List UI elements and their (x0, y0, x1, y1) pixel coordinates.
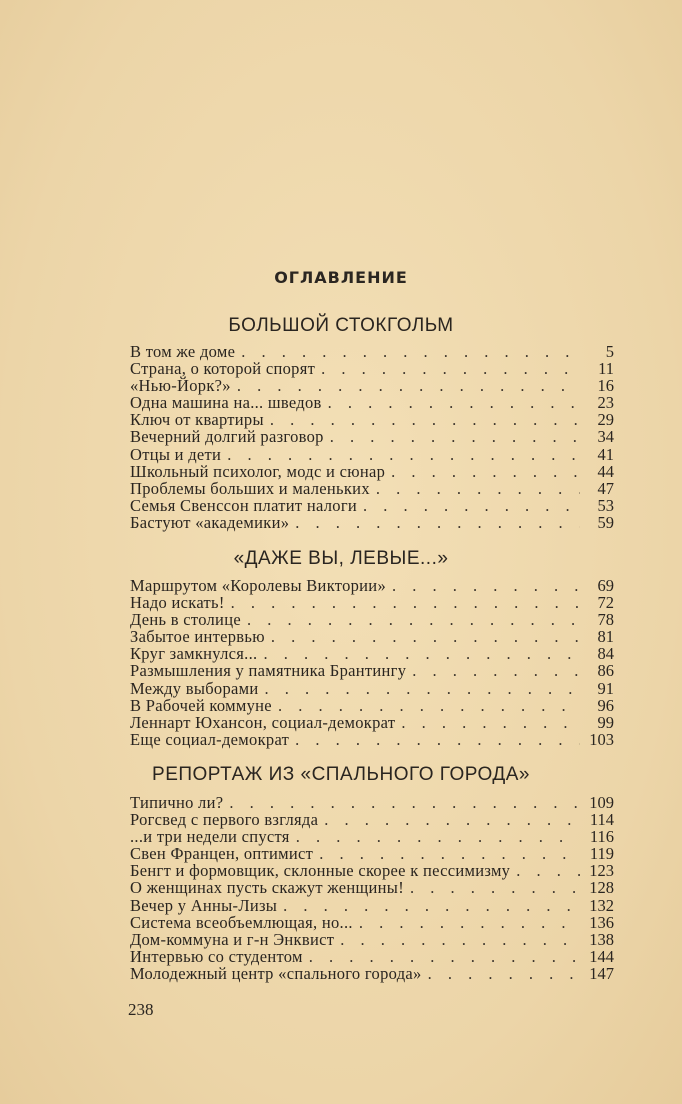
toc-entry (130, 446, 614, 463)
toc-entry (130, 714, 614, 731)
entry-page: 23 (597, 393, 614, 413)
entry-page: 138 (589, 929, 614, 949)
dot-leader (295, 514, 580, 531)
dot-leader (363, 497, 580, 514)
toc-entry (130, 594, 614, 611)
entry-page: 47 (597, 478, 614, 498)
section-heading: БОЛЬШОЙ СТОКГОЛЬМ (228, 315, 454, 336)
dot-leader (271, 628, 580, 645)
toc-entry (130, 377, 614, 394)
dot-leader (309, 948, 580, 965)
entry-title: В Рабочей коммуне (130, 695, 272, 715)
dot-leader (391, 463, 580, 480)
entry-title: Свен Францен, оптимист (130, 844, 314, 864)
dot-leader (241, 343, 580, 360)
entry-page: 78 (597, 610, 614, 630)
entry-title: Система всеобъемлющая, но... (130, 912, 353, 932)
toc-entry (130, 897, 614, 914)
entry-title: О женщинах пусть скажут женщины! (130, 878, 404, 898)
toc-title: ОГЛАВЛЕНИЕ (274, 268, 408, 287)
toc-entry (130, 577, 614, 594)
entry-title: В том же доме (130, 342, 236, 361)
entry-title: Леннарт Юхансон, социал-демократ (130, 712, 396, 732)
entry-page: 123 (589, 861, 614, 881)
toc-entry (130, 628, 614, 645)
toc-entry (130, 931, 614, 948)
entry-page: 96 (597, 695, 614, 715)
entry-title: Дом-коммуна и г-н Энквист (130, 929, 335, 949)
dot-leader (227, 446, 580, 463)
entry-page: 72 (597, 593, 614, 613)
entry-page: 11 (598, 359, 614, 379)
entry-page: 53 (597, 495, 614, 515)
entry-page: 119 (589, 844, 614, 864)
entry-title: Вечер у Анны-Лизы (130, 895, 278, 915)
section-heading: РЕПОРТАЖ ИЗ «СПАЛЬНОГО ГОРОДА» (152, 764, 530, 785)
dot-leader (270, 411, 580, 428)
entry-title: Маршрутом «Королевы Виктории» (130, 576, 386, 595)
dot-leader (392, 577, 580, 594)
toc-list (130, 577, 614, 748)
toc-entry (130, 514, 614, 531)
entry-page: 136 (589, 912, 614, 932)
dot-leader (330, 428, 580, 445)
entry-page: 41 (597, 444, 614, 464)
dot-leader (376, 480, 580, 497)
toc-entry (130, 428, 614, 445)
entry-page: 44 (597, 461, 614, 481)
dot-leader (265, 680, 580, 697)
entry-title: Круг замкнулся... (130, 644, 258, 664)
toc-entry (130, 662, 614, 679)
dot-leader (412, 662, 580, 679)
dot-leader (283, 897, 580, 914)
entry-page: 16 (597, 376, 614, 396)
dot-leader (321, 360, 580, 377)
entry-page: 144 (589, 946, 614, 966)
entry-page: 91 (597, 678, 614, 698)
toc-entry (130, 948, 614, 965)
toc-entry (130, 731, 614, 748)
entry-title: Семья Свенссон платит налоги (130, 495, 358, 515)
toc-entry (130, 463, 614, 480)
section-heading: «ДАЖЕ ВЫ, ЛЕВЫЕ...» (233, 548, 449, 569)
dot-leader (237, 377, 580, 394)
entry-title: Размышления у памятника Брантингу (130, 661, 407, 681)
entry-page: 147 (589, 963, 614, 983)
toc-entry (130, 645, 614, 662)
toc-entry (130, 680, 614, 697)
dot-leader (319, 845, 580, 862)
dot-leader (324, 811, 580, 828)
entry-title: Страна, о которой спорят (130, 359, 316, 379)
dot-leader (401, 714, 580, 731)
entry-title: Школьный психолог, модс и сюнар (130, 461, 386, 481)
entry-title: Между выборами (130, 678, 259, 698)
entry-page: 99 (597, 712, 614, 732)
entry-title: Бастуют «академики» (130, 512, 290, 532)
entry-title: Одна машина на... шведов (130, 393, 322, 413)
dot-leader (359, 914, 580, 931)
entry-title: Забытое интервью (130, 627, 265, 647)
dot-leader (263, 645, 580, 662)
toc-entry (130, 480, 614, 497)
toc-entry (130, 862, 614, 879)
entry-page: 86 (597, 661, 614, 681)
dot-leader (340, 931, 580, 948)
entry-page: 109 (589, 793, 614, 812)
entry-title: Рогсвед с первого взгляда (130, 810, 319, 830)
dot-leader (295, 731, 580, 748)
entry-title: Еще социал-демократ (130, 729, 290, 749)
dot-leader (229, 794, 580, 811)
toc-entry (130, 394, 614, 411)
dot-leader (410, 879, 580, 896)
toc-entry (130, 343, 614, 360)
toc-entry (130, 845, 614, 862)
toc-entry (130, 611, 614, 628)
entry-page: 34 (597, 427, 614, 447)
toc-entry (130, 697, 614, 714)
entry-title: Ключ от квартиры (130, 410, 264, 430)
toc-entry (130, 360, 614, 377)
entry-title: Проблемы больших и маленьких (130, 478, 370, 498)
toc-entry (130, 497, 614, 514)
entry-page: 59 (597, 512, 614, 532)
toc-list (130, 343, 614, 531)
toc-entry (130, 914, 614, 931)
entry-title: Типично ли? (130, 793, 224, 812)
entry-title: Бенгт и формовщик, склонные скорее к пессимизму (130, 861, 511, 881)
dot-leader (328, 394, 580, 411)
dot-leader (296, 828, 580, 845)
entry-title: Вечерний долгий разговор (130, 427, 324, 447)
dot-leader (231, 594, 580, 611)
entry-page: 84 (597, 644, 614, 664)
dot-leader (516, 862, 580, 879)
entry-page: 132 (589, 895, 614, 915)
entry-title: Интервью со студентом (130, 946, 303, 966)
entry-title: «Нью-Йорк?» (130, 376, 231, 396)
dot-leader (428, 965, 580, 982)
toc-entry (130, 811, 614, 828)
entry-page: 69 (597, 576, 614, 595)
entry-title: ...и три недели спустя (130, 827, 290, 847)
entry-title: Молодежный центр «спального города» (130, 963, 422, 983)
dot-leader (247, 611, 580, 628)
toc-entry (130, 879, 614, 896)
toc-entry (130, 411, 614, 428)
entry-title: День в столице (130, 610, 241, 630)
toc-entry (130, 794, 614, 811)
entry-page: 5 (605, 342, 614, 361)
page-number: 238 (128, 1000, 154, 1019)
entry-page: 81 (597, 627, 614, 647)
entry-page: 114 (589, 810, 614, 830)
dot-leader (278, 697, 580, 714)
toc-list (130, 794, 614, 982)
entry-title: Надо искать! (130, 593, 225, 613)
entry-page: 128 (589, 878, 614, 898)
entry-page: 29 (597, 410, 614, 430)
entry-page: 103 (589, 729, 614, 749)
entry-page: 116 (589, 827, 614, 847)
toc-entry (130, 828, 614, 845)
entry-title: Отцы и дети (130, 444, 222, 464)
toc-entry (130, 965, 614, 982)
